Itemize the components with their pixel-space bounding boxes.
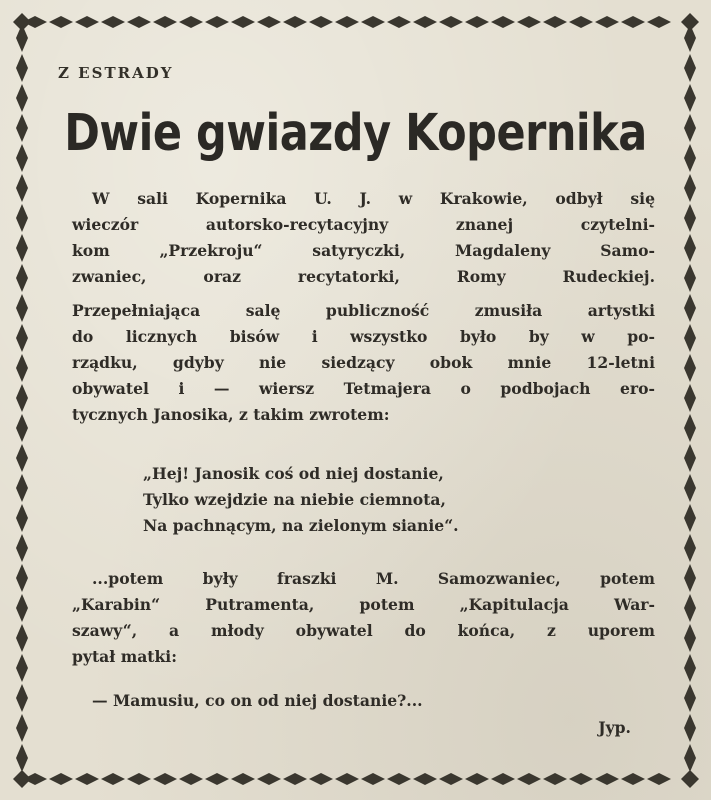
border-diamond xyxy=(684,234,696,262)
border-diamond xyxy=(16,354,28,382)
border-diamond xyxy=(684,684,696,712)
section-label: Z ESTRADY xyxy=(58,64,174,82)
paragraph-1-line: W sali Kopernika U. J. w Krakowie, odbył się xyxy=(92,189,655,208)
border-diamond xyxy=(684,354,696,382)
border-diamond xyxy=(684,564,696,592)
paragraph-2-line: obywatel i — wiersz Tetmajera o podbojach ero- xyxy=(72,379,655,398)
border-diamond xyxy=(153,16,177,28)
border-diamond xyxy=(231,16,255,28)
border-diamond xyxy=(684,654,696,682)
quote-text: — Mamusiu, co on od niej dostanie?... xyxy=(92,691,423,710)
border-diamond xyxy=(16,624,28,652)
border-diamond xyxy=(127,16,151,28)
paragraph-1 xyxy=(72,186,655,290)
border-diamond xyxy=(684,174,696,202)
border-diamond xyxy=(179,16,203,28)
border-diamond xyxy=(179,773,203,785)
border-diamond xyxy=(16,294,28,322)
border-diamond xyxy=(361,773,385,785)
border-diamond xyxy=(684,264,696,292)
border-diamond xyxy=(16,324,28,352)
border-diamond xyxy=(684,534,696,562)
border-diamond xyxy=(309,773,333,785)
border-diamond xyxy=(684,204,696,232)
border-diamond xyxy=(647,16,671,28)
border-diamond xyxy=(16,474,28,502)
verse-line: „Hej! Janosik coś od niej dostanie, xyxy=(143,464,444,483)
paragraph-3-line: „Karabin“ Putramenta, potem „Kapitulacja War- xyxy=(72,595,655,614)
border-diamond xyxy=(684,714,696,742)
paragraph-1-line: kom „Przekroju“ satyryczki, Magdaleny Samo- xyxy=(72,241,655,260)
border-diamond xyxy=(684,624,696,652)
border-diamond xyxy=(49,773,73,785)
border-diamond xyxy=(16,654,28,682)
paragraph-3-line: pytał matki: xyxy=(72,647,177,666)
border-diamond xyxy=(13,13,31,31)
border-diamond xyxy=(16,264,28,292)
border-diamond xyxy=(413,773,437,785)
border-diamond xyxy=(16,414,28,442)
border-diamond xyxy=(16,534,28,562)
border-diamond xyxy=(16,744,28,772)
border-diamond xyxy=(205,16,229,28)
border-diamond xyxy=(16,684,28,712)
border-diamond xyxy=(684,744,696,772)
border-diamond xyxy=(387,773,411,785)
border-diamond xyxy=(257,773,281,785)
paragraph-2-line: do licznych bisów i wszystko było by w po- xyxy=(72,327,655,346)
paragraph-1-line: zwaniec, oraz recytatorki, Romy Rudeckiej. xyxy=(72,267,655,286)
border-diamond xyxy=(491,773,515,785)
border-diamond xyxy=(387,16,411,28)
border-diamond xyxy=(205,773,229,785)
border-diamond xyxy=(16,714,28,742)
border-diamond xyxy=(684,294,696,322)
border-diamond xyxy=(13,770,31,788)
border-diamond xyxy=(335,16,359,28)
paragraph-3-line: ...potem były fraszki M. Samozwaniec, potem xyxy=(92,569,655,588)
border-diamond xyxy=(684,54,696,82)
border-diamond xyxy=(153,773,177,785)
border-diamond xyxy=(75,773,99,785)
border-diamond xyxy=(517,773,541,785)
border-diamond xyxy=(439,773,463,785)
border-diamond xyxy=(621,16,645,28)
border-diamond xyxy=(16,204,28,232)
paragraph-3-line: szawy“, a młody obywatel do końca, z uporem xyxy=(72,621,655,640)
border-diamond xyxy=(681,770,699,788)
border-diamond xyxy=(413,16,437,28)
border-diamond xyxy=(491,16,515,28)
border-diamond xyxy=(283,16,307,28)
border-diamond xyxy=(335,773,359,785)
border-diamond xyxy=(75,16,99,28)
border-diamond xyxy=(647,773,671,785)
paragraph-2-line: tycznych Janosika, z takim zwrotem: xyxy=(72,405,390,424)
paragraph-1-line: wieczór autorsko-recytacyjny znanej czytelni- xyxy=(72,215,655,234)
border-diamond xyxy=(684,504,696,532)
border-diamond xyxy=(517,16,541,28)
paragraph-2-line: Przepełniająca salę publiczność zmusiła artystki xyxy=(72,301,655,320)
border-diamond xyxy=(283,773,307,785)
paragraph-2 xyxy=(72,298,655,428)
border-diamond xyxy=(684,594,696,622)
border-diamond xyxy=(439,16,463,28)
poem-verse xyxy=(143,461,459,539)
border-diamond xyxy=(101,16,125,28)
border-diamond xyxy=(684,444,696,472)
border-diamond xyxy=(684,384,696,412)
border-diamond xyxy=(684,474,696,502)
border-diamond xyxy=(16,174,28,202)
author-signature: Jyp. xyxy=(598,718,631,737)
border-diamond xyxy=(231,773,255,785)
verse-line: Tylko wzejdzie na niebie ciemnota, xyxy=(143,490,446,509)
paragraph-2-line: rządku, gdyby nie siedzący obok mnie 12-letni xyxy=(72,353,655,372)
border-diamond xyxy=(16,594,28,622)
border-diamond xyxy=(257,16,281,28)
border-diamond xyxy=(16,444,28,472)
border-diamond xyxy=(684,414,696,442)
border-diamond xyxy=(465,16,489,28)
quote-line xyxy=(72,688,655,714)
border-diamond xyxy=(543,773,567,785)
article-body xyxy=(72,186,655,428)
border-diamond xyxy=(16,384,28,412)
border-diamond xyxy=(621,773,645,785)
border-diamond xyxy=(16,54,28,82)
border-diamond xyxy=(595,16,619,28)
border-diamond xyxy=(16,234,28,262)
border-diamond xyxy=(101,773,125,785)
border-diamond xyxy=(465,773,489,785)
border-diamond xyxy=(543,16,567,28)
border-diamond xyxy=(569,773,593,785)
paragraph-3 xyxy=(72,566,655,670)
border-diamond xyxy=(595,773,619,785)
border-diamond xyxy=(361,16,385,28)
border-diamond xyxy=(684,324,696,352)
border-diamond xyxy=(127,773,151,785)
border-diamond xyxy=(309,16,333,28)
verse-line: Na pachnącym, na zielonym sianie“. xyxy=(143,516,459,535)
border-diamond xyxy=(569,16,593,28)
border-diamond xyxy=(16,504,28,532)
border-diamond xyxy=(49,16,73,28)
border-diamond xyxy=(681,13,699,31)
border-diamond xyxy=(16,564,28,592)
article-headline: Dwie gwiazdy Kopernika xyxy=(64,104,647,163)
